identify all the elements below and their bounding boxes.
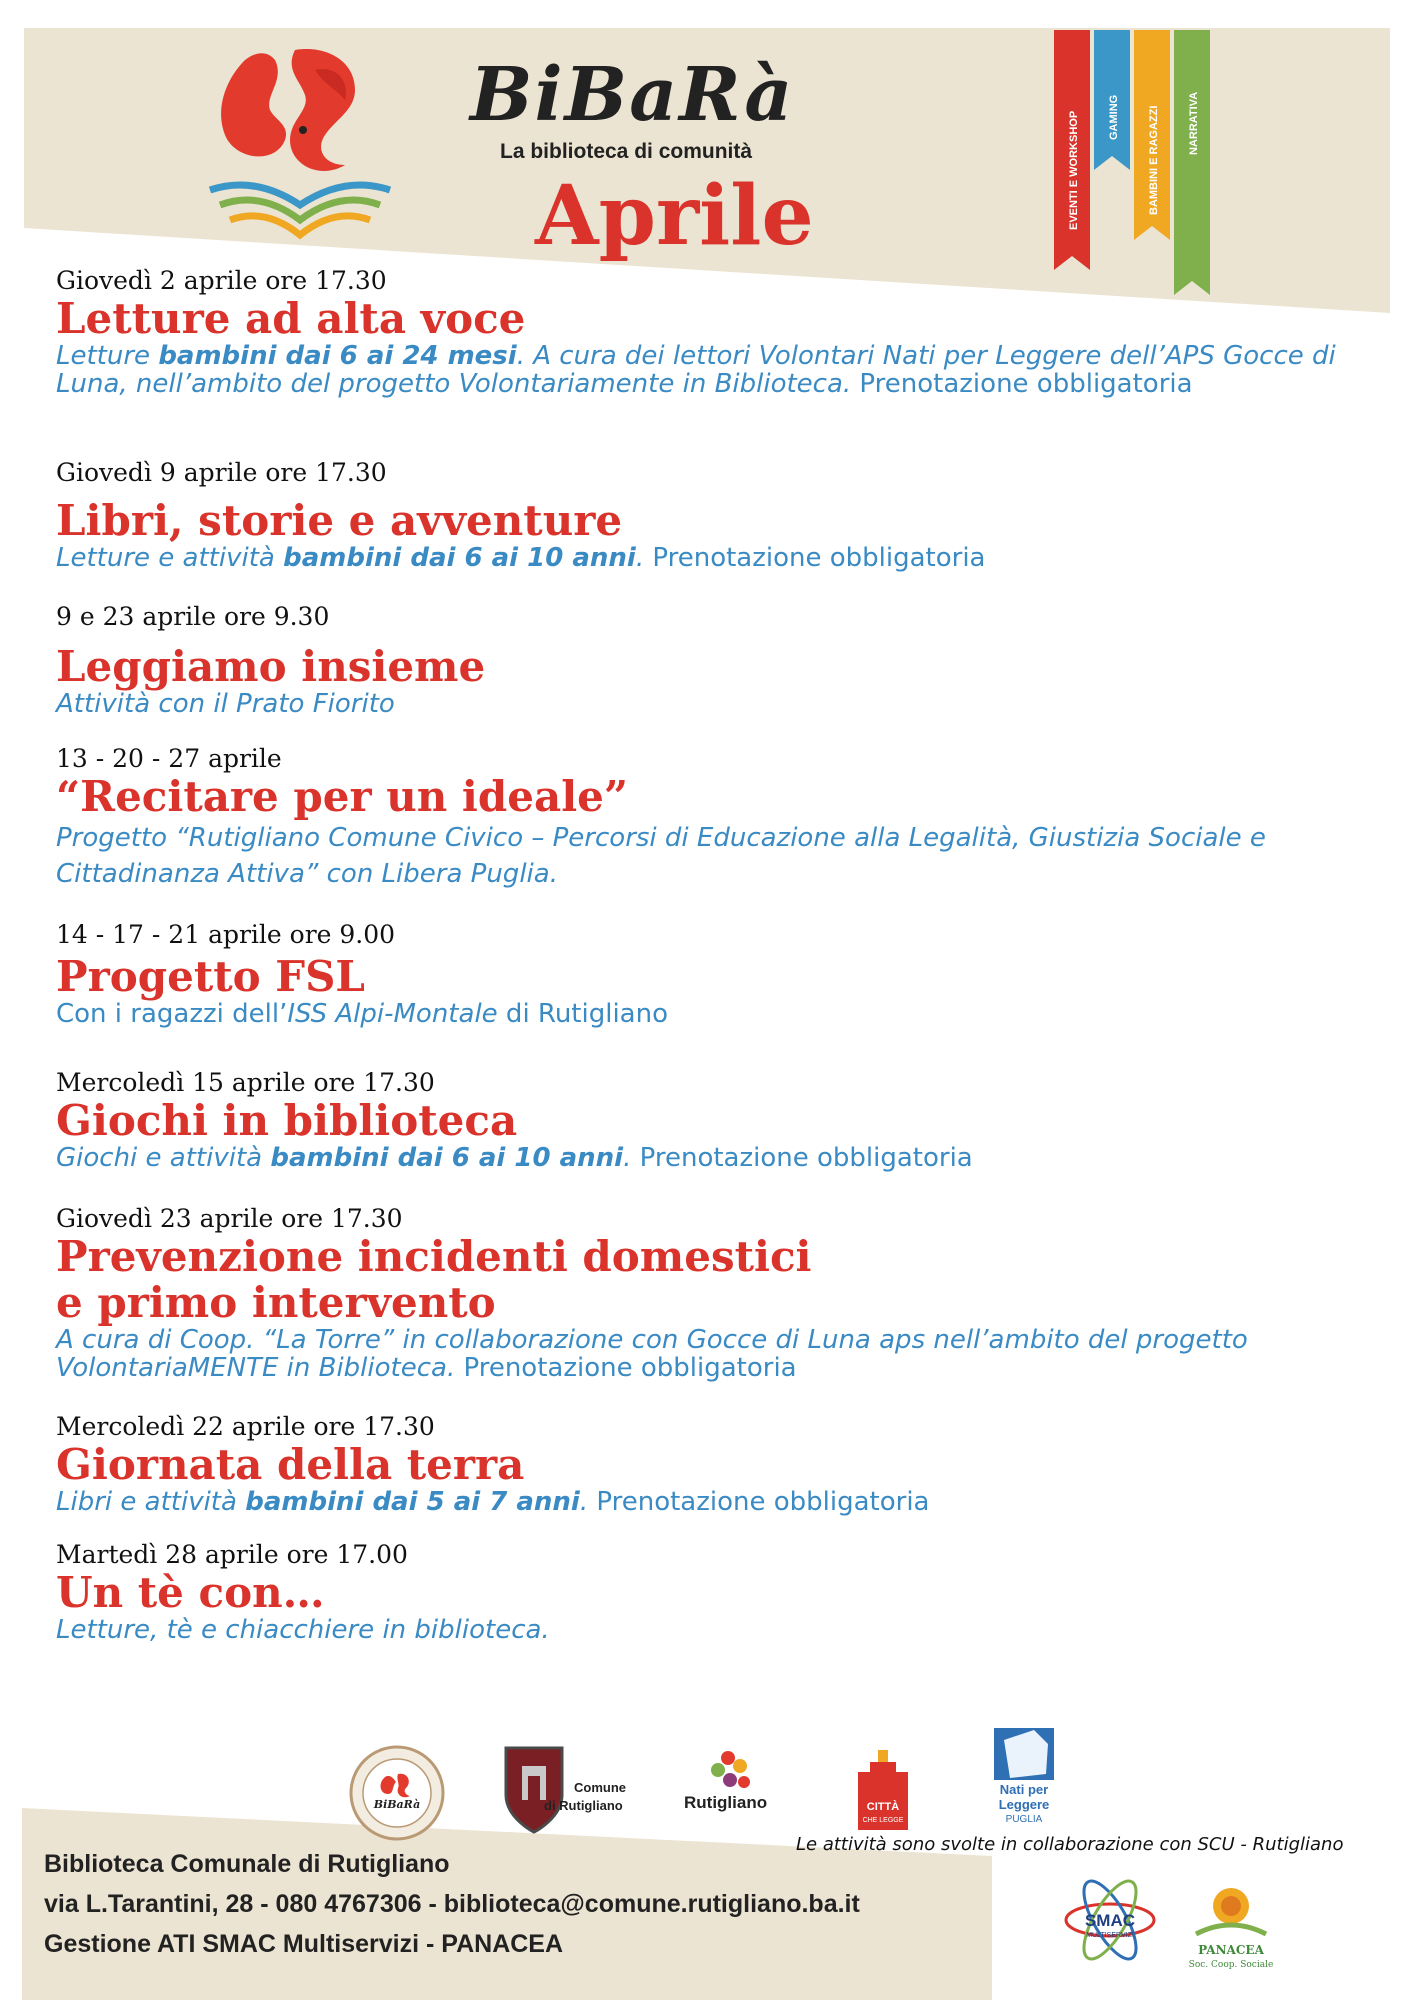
nati-label-line3: PUGLIA [1005,1814,1043,1825]
event-date: 14 - 17 - 21 aprile ore 9.00 [56,920,396,949]
description-segment: Prenotazione obbligatoria [631,1143,973,1173]
ribbon-events-workshop [1054,30,1090,270]
ribbon-bambini-ragazzi [1134,30,1170,240]
comune-crest-icon [506,1748,562,1832]
description-segment: A cura di Coop. “La Torre” in collaborazione con Gocce di Luna aps nell’ambito del progetto VolontariaMENTE in Biblioteca. [56,1325,1248,1383]
description-segment: . [623,1143,632,1173]
description-segment: Prenotazione obbligatoria [455,1353,797,1383]
citta-che-legge-logo [844,1740,924,1840]
ribbon-label: GAMING [1108,94,1120,140]
footer-library-name: Biblioteca Comunale di Rutigliano [44,1850,450,1878]
comune-label-line2: di Rutigliano [544,1798,623,1813]
description-segment: bambini dai 6 ai 24 mesi [158,341,517,371]
event-description [56,1000,1386,1028]
event-item [56,744,1386,892]
event-item [56,1540,1386,1644]
event-date: Martedì 28 aprile ore 17.00 [56,1540,408,1569]
event-title: Leggiamo insieme [56,642,486,691]
description-segment: . [635,543,645,573]
event-title: Libri, storie e avventure [56,496,623,545]
ribbon-gaming [1094,30,1130,170]
event-title: Un tè con… [56,1568,325,1617]
event-description [56,1326,1386,1382]
brand-tagline: La biblioteca di comunità [500,140,753,163]
panacea-sublabel: Soc. Coop. Sociale [1188,1960,1274,1970]
panacea-label: PANACEA [1198,1943,1264,1957]
event-date: Mercoledì 15 aprile ore 17.30 [56,1068,435,1097]
event-item [56,1068,1386,1172]
description-segment: Con i ragazzi dell’ [56,999,288,1029]
event-title: Giornata della terra [56,1440,525,1489]
event-date: Giovedì 9 aprile ore 17.30 [56,458,387,487]
description-segment: bambini dai 6 ai 10 anni [270,1143,624,1173]
event-date: Mercoledì 22 aprile ore 17.30 [56,1412,435,1441]
nati-label-line1: Nati per [999,1782,1049,1797]
event-item [56,920,1386,1028]
svg-text:BiBaRà: BiBaRà [373,1798,421,1811]
sun-icon [1196,1888,1266,1934]
description-segment: Giochi e attività [56,1143,271,1173]
smac-logo [1060,1870,1160,1970]
citta-label-line2: CHE LEGGE [862,1817,904,1824]
description-segment: . [579,1487,589,1517]
event-description [56,544,1386,572]
ribbon-label: NARRATIVA [1188,91,1200,155]
event-date: 13 - 20 - 27 aprile [56,744,282,773]
smac-label: SMAC [1084,1911,1136,1930]
rutigliano-flower-icon [711,1751,750,1788]
ribbon-label: EVENTI E WORKSHOP [1068,110,1080,230]
description-segment: . A cura dei lettori Volontari Nati per Leggere dell’APS Gocce di Luna, nell’ambito del progetto Volontariamente in Biblioteca. [56,341,1336,399]
bibara-logo-icon [205,40,395,240]
month-title: Aprile [535,168,814,264]
description-segment: bambini dai 5 ai 7 anni [245,1487,580,1517]
collaboration-note: Le attività sono svolte in collaborazione con SCU - Rutigliano [796,1834,1344,1855]
event-item [56,266,1386,398]
brand-name: BiBaRà [470,52,795,138]
nati-per-leggere-logo [990,1726,1070,1834]
category-ribbons [1054,30,1214,300]
description-segment: ISS Alpi-Montale [287,999,498,1029]
footer-management: Gestione ATI SMAC Multiservizi - PANACEA [44,1930,564,1958]
smac-sublabel: MULTISERVIZI [1086,1932,1134,1939]
event-date: Giovedì 23 aprile ore 17.30 [56,1204,403,1233]
ribbon-label: BAMBINI E RAGAZZI [1148,105,1160,215]
description-segment: Letture [56,341,159,371]
event-date: 9 e 23 aprile ore 9.30 [56,602,330,631]
event-title: Letture ad alta voce [56,294,526,343]
ribbon-narrativa [1174,30,1210,295]
description-segment: Prenotazione obbligatoria [588,1487,930,1517]
rutigliano-logo [680,1740,790,1840]
nati-label-line2: Leggere [998,1797,1050,1812]
event-description [56,1144,1386,1172]
event-description [56,1616,1386,1644]
description-segment: Attività con il Prato Fiorito [56,689,395,719]
event-item [56,1412,1386,1516]
citta-label-line1: CITTÀ [866,1801,900,1813]
description-segment: Libri e attività [56,1487,246,1517]
event-title: Prevenzione incidenti domestici [56,1232,812,1281]
rutigliano-label: Rutigliano [684,1793,768,1812]
event-title: Giochi in biblioteca [56,1096,518,1145]
description-segment: di Rutigliano [497,999,668,1029]
event-title-line2: e primo intervento [56,1278,496,1327]
description-segment: Prenotazione obbligatoria [644,543,986,573]
panacea-logo [1176,1876,1286,1976]
event-description [56,342,1386,398]
footer-contacts: via L.Tarantini, 28 - 080 4767306 - biblioteca@comune.rutigliano.ba.it [44,1890,860,1918]
description-segment: Progetto “Rutigliano Comune Civico – Percorsi di Educazione alla Legalità, Giustizia Sociale e Cittadinanza Attiva” con Libera Puglia. [56,823,1266,889]
event-description [56,1488,1386,1516]
description-segment: Letture, tè e chiacchiere in biblioteca. [56,1615,550,1645]
event-item [56,458,1386,572]
event-title: Progetto FSL [56,952,365,1001]
comune-label-line1: Comune [574,1780,626,1795]
event-item [56,602,1386,718]
event-title: “Recitare per un ideale” [56,772,629,821]
event-date: Giovedì 2 aprile ore 17.30 [56,266,387,295]
description-segment: Letture e attività [56,543,284,573]
description-segment: bambini dai 6 ai 10 anni [283,543,636,573]
description-segment: Prenotazione obbligatoria [851,369,1193,399]
bibara-seal-logo-icon [348,1744,446,1842]
event-item [56,1204,1386,1382]
event-description [56,690,1386,718]
event-description [56,820,1386,892]
comune-rutigliano-logo [500,1740,650,1840]
